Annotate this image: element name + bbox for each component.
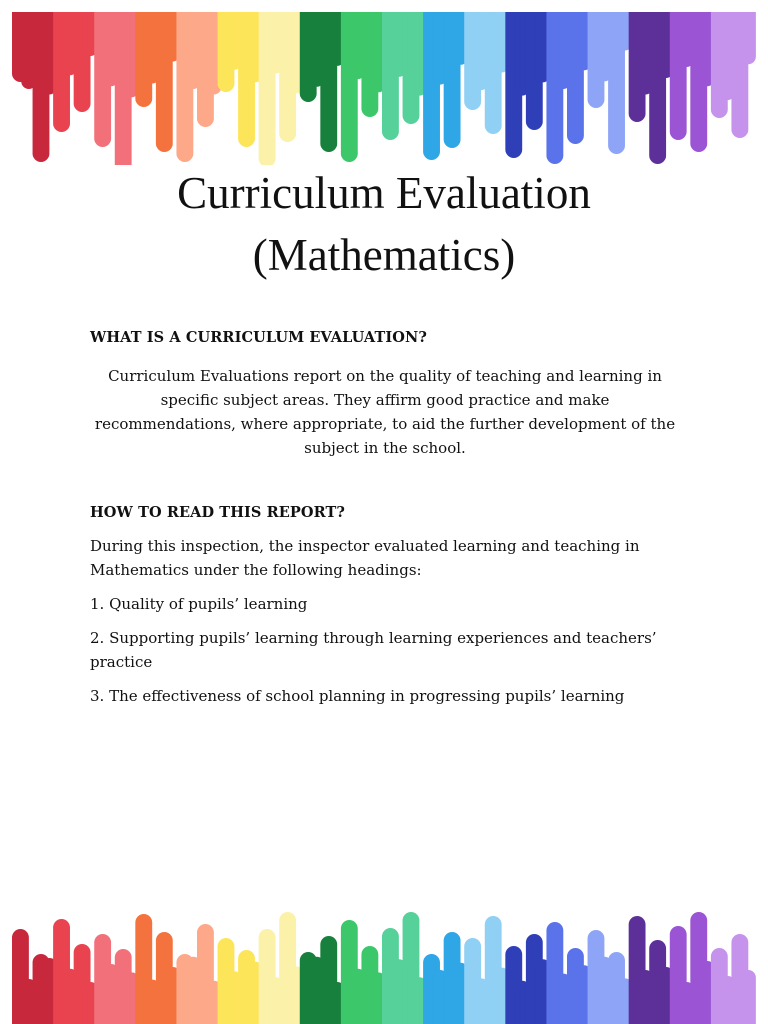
rainbow-paint-drip-footer bbox=[0, 905, 768, 1024]
section-what-paragraph: Curriculum Evaluations report on the quality of teaching and learning in specific subject areas. They affirm good practice and make recommendations, where appropriate, to aid the further development of the subject in the school. bbox=[94, 367, 676, 457]
list-item: 2. Supporting pupils’ learning through learning experiences and teachers’ practice bbox=[90, 629, 657, 671]
report-body bbox=[90, 326, 680, 708]
paint-drip-graphic bbox=[0, 0, 768, 165]
paint-drip-graphic bbox=[0, 905, 768, 1024]
section-heading-how: HOW TO READ THIS REPORT? bbox=[90, 504, 346, 521]
section-heading-what: WHAT IS A CURRICULUM EVALUATION? bbox=[90, 329, 427, 346]
rainbow-paint-drip-header bbox=[0, 0, 768, 165]
page-title bbox=[0, 162, 768, 286]
title-line-2: (Mathematics) bbox=[252, 230, 516, 280]
section-how-paragraph: During this inspection, the inspector evaluated learning and teaching in Mathematics under the following headings: bbox=[90, 537, 640, 579]
list-item: 3. The effectiveness of school planning in progressing pupils’ learning bbox=[90, 687, 625, 705]
paint-drip bbox=[741, 970, 756, 1024]
paint-drip bbox=[741, 12, 756, 64]
title-line-1: Curriculum Evaluation bbox=[177, 168, 591, 218]
list-item: 1. Quality of pupils’ learning bbox=[90, 595, 308, 613]
